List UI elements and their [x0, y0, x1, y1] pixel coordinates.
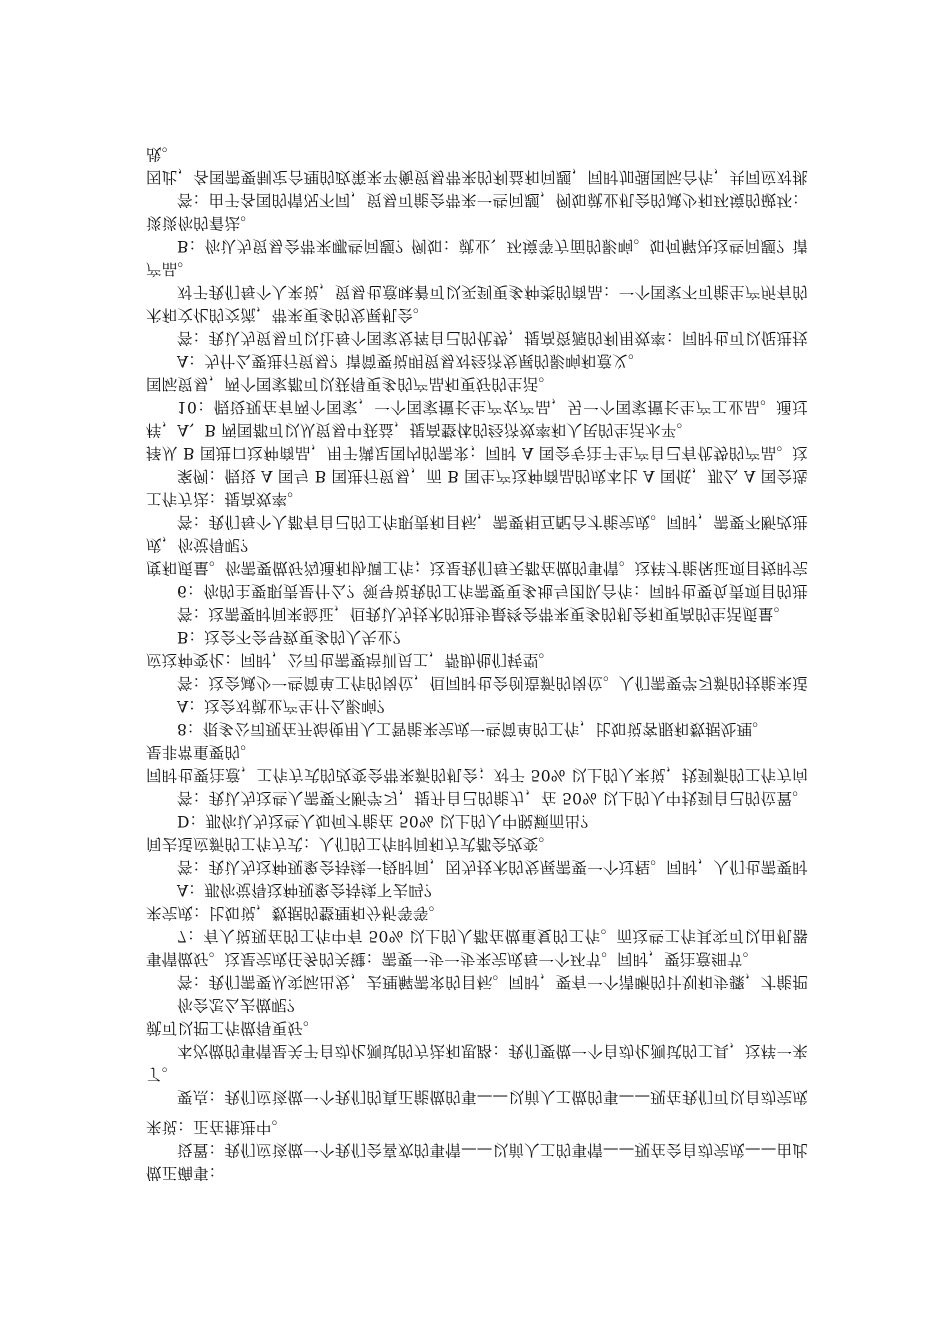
paragraph: D：那你认为这些人如何才能在 50% 以上的人中脱颖而出？ — [177, 812, 597, 830]
paragraph: A：这会对就业产生什么影响？ — [177, 697, 393, 715]
paragraph: A：为什么要进行贸易？请简要说明贸易对经济发展的影响和意义。 — [177, 352, 644, 370]
paragraph: 要点：我们应该做一个我们的真正能做的事——以前人工做的事——现在我们可以自动完成了。 — [146, 1065, 808, 1106]
paragraph: 答：我们需要从实际出发，去理解需求的目标。同时，要有一个清晰的计划和步骤，才能把事情做好。这是完成任务的关键：需要一步一步来完成每一个环节。同时，要注意细节。 — [146, 950, 808, 991]
paragraph: 答：这会减少一些简单工作的岗位，但同时也会创造新的岗位。人们需要学习新的技能来适应这种变化：同时，公司也需要培训员工，帮助他们转型。 — [146, 651, 808, 692]
paragraph: 答：我们每个人都有自己的工作职责和目标，需要相互配合才能完成。同时，需要不断改进工作方法：提高效率。 — [146, 490, 808, 531]
paragraph: 8：很多公司现在开始使用人工智能来完成一些简单的工作，比如说客服和数据处理。 — [177, 720, 768, 738]
paragraph: B：这会不会导致更多的人失业？ — [177, 628, 409, 646]
paragraph: A：那你觉得这种现象会持续下去吗？ — [177, 881, 440, 899]
paragraph: 对于我们每个人来说，贸易也意味着可以买到更多种类的商品：一个国家不可能生产所有的产品。 — [146, 260, 808, 301]
paragraph: 案例：假设 A 国与 B 国进行贸易，而 B 国生产这种商品的成本比 A 国低，那么 A 国会选择从 B 国进口这种商品，用于满足国内的需求；同时 A 国会专注于生产自己有优势的产品。这样，A、B 两国都可以从贸易中获益，提高整体的经济效率和人民的生活水平。 — [146, 421, 808, 485]
paragraph: 10：假设现在有两个国家，一个国家擅长生产农产品，另一个国家擅长生产工业品。通过国际贸易，两个国家都可以获得更多的产品和更好的生活。 — [146, 375, 808, 416]
paragraph: 做正确事： — [146, 1164, 225, 1182]
paragraph: 你会怎么去做呢？ — [177, 996, 303, 1014]
paragraph: 本次做的事情是关于自动化测试的方法和思路：我们要做一个自动化测试的工具，这样一来就可以把工作做得更好。 — [146, 1019, 808, 1060]
paragraph: 7：有人说现在的工作中有 50% 以上的人都在做重复的工作。而这些工作其实可以由机器来完成：比如说，数据的整理和分析等等。 — [146, 904, 808, 945]
paragraph: 6：你的主要职责是什么？领导说我的工作需要更多地与团队合作：同时也要负责项目的进度和质量。你需要做好沟通和协调工作；这是我们每天都在做的事情。这样才能保证项目按时完成，你觉得呢？ — [146, 536, 808, 600]
paragraph: 设置：我们应该做一个我们会喜欢的事情——以前人工的事情——现在会自动完成——由此来说：正在推进中。 — [146, 1118, 808, 1159]
paragraph: 答：我认为贸易可以让每个国家发挥自己的优势，提高资源的利用效率：同时也可以促进技术和文化的交流，带来更多的发展机会。 — [146, 306, 808, 347]
document-body — [146, 142, 808, 1184]
paragraph: B：你认为贸易会带来哪些问题？例如：就业、环境等方面的影响。如何解决这些问题？请谈谈你的看法。 — [146, 214, 808, 255]
paragraph: 答：我认为这种现象会持续一段时间，因为技术的发展需要一个过程。同时，人们也需要时间去适应新的工作方式：人们的工作时间和方式都会改变。 — [146, 835, 808, 876]
paragraph: 答：这需要时间来验证，但我认为技术的进步最终会带来更多的机会和更高的生活质量。 — [177, 605, 790, 623]
paragraph: 答：我认为这些人需要不断学习，提升自己的能力，在 50% 以上的人中找到自己的位置。同时也要注意，工作方式的改变会带来新的机会；对于 50% 以上的人来说，找到新的工作方向是非常重要的。 — [146, 743, 808, 807]
paragraph: 答：由于各国的情况不同，贸易可能会带来一些问题，例如就业机会的减少和环境的破坏：因此，各国需要制定合理的政策来平衡贸易带来的利益和问题，同时加强国际合作，共同应对挑战。 — [146, 145, 808, 209]
